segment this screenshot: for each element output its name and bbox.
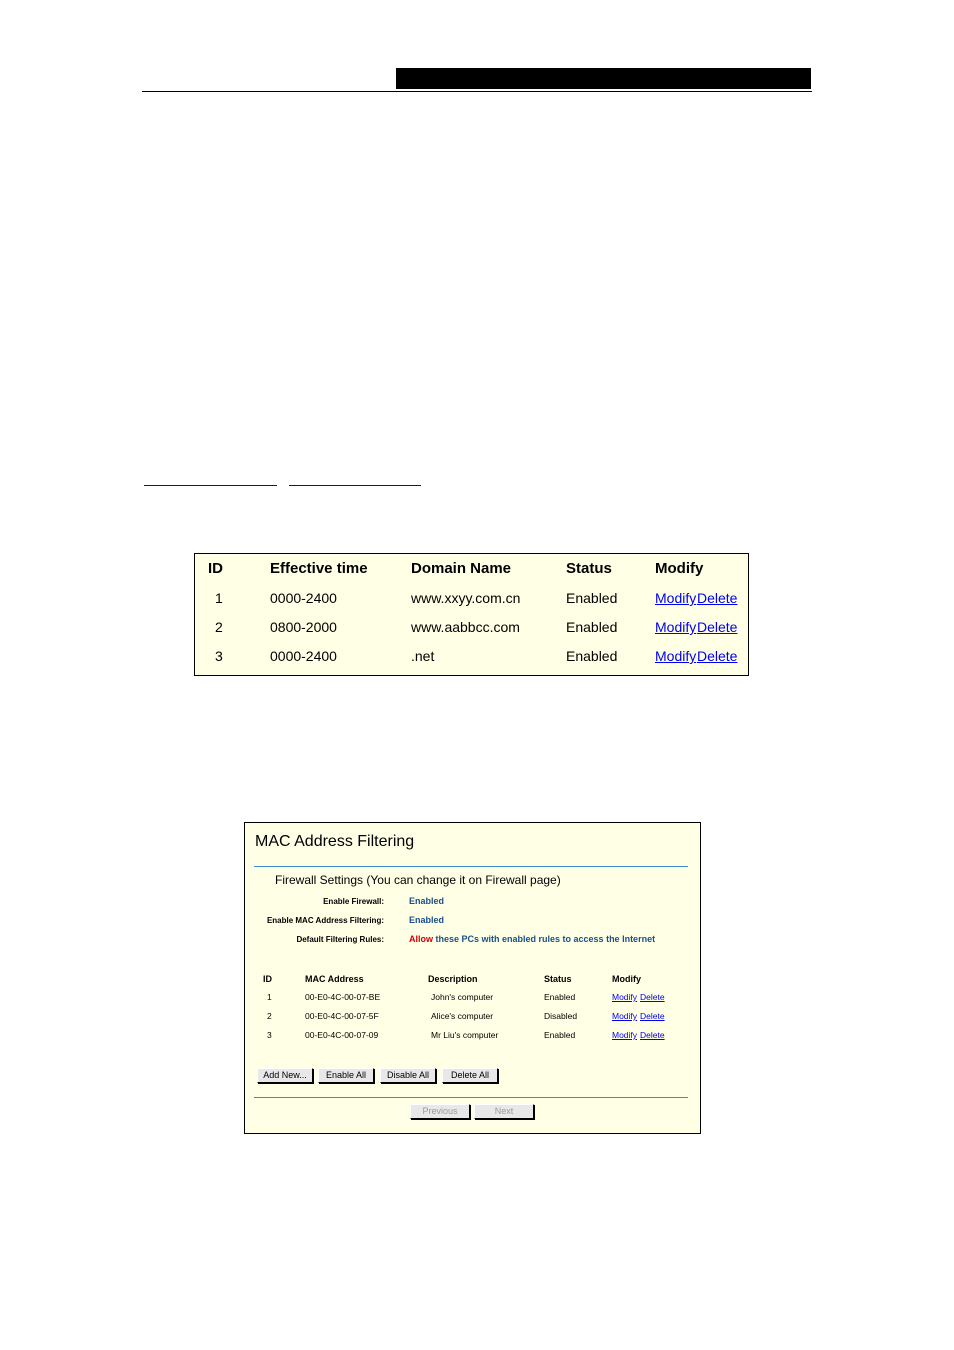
row-3-delete-link[interactable]: Delete: [697, 648, 738, 664]
mac-row-1-delete-link[interactable]: Delete: [640, 992, 665, 1002]
mac-row-2-id: 2: [267, 1011, 272, 1021]
link-underline-1[interactable]: [144, 485, 277, 486]
enable-mac-filtering-label: Enable MAC Address Filtering:: [266, 916, 384, 925]
mac-col-header-id: ID: [263, 974, 272, 984]
previous-button[interactable]: Previous: [410, 1104, 470, 1119]
enable-firewall-label: Enable Firewall:: [323, 897, 384, 906]
row-2-domain: www.aabbcc.com: [411, 619, 520, 635]
mac-col-header-description: Description: [428, 974, 478, 984]
firewall-settings-heading: Firewall Settings (You can change it on Firewall page): [275, 873, 561, 887]
mac-filtering-panel: [244, 822, 701, 1134]
page-title: MAC Address Filtering: [255, 833, 415, 850]
next-button[interactable]: Next: [474, 1104, 534, 1119]
title-divider: [254, 866, 688, 867]
mac-row-1-status: Enabled: [544, 992, 576, 1002]
mac-row-1-modify-link[interactable]: Modify: [612, 992, 638, 1002]
link-underline-2[interactable]: [289, 485, 421, 486]
col-header-effective-time: Effective time: [270, 560, 368, 577]
row-2-delete-link[interactable]: Delete: [697, 619, 738, 635]
mac-row-2-delete-link[interactable]: Delete: [640, 1011, 665, 1021]
row-1-domain: www.xxyy.com.cn: [411, 590, 521, 606]
row-1-time: 0000-2400: [270, 590, 337, 606]
row-3-id: 3: [215, 648, 223, 664]
mac-col-header-modify: Modify: [612, 974, 641, 984]
mac-col-header-status: Status: [544, 974, 572, 984]
col-header-id: ID: [208, 560, 223, 577]
col-header-domain-name: Domain Name: [411, 560, 512, 577]
header-bar: [396, 68, 811, 89]
mac-row-3-status: Enabled: [544, 1030, 576, 1040]
mac-row-2-description: Alice's computer: [431, 1011, 494, 1021]
mac-row-3-modify-link[interactable]: Modify: [612, 1030, 638, 1040]
enable-mac-filtering-value: Enabled: [409, 915, 445, 925]
disable-all-button[interactable]: Disable All: [380, 1068, 436, 1083]
mac-row-1-description: John's computer: [431, 992, 494, 1002]
mac-row-1-id: 1: [267, 992, 272, 1002]
header-rule: [142, 91, 812, 92]
mac-row-2-mac: 00-E0-4C-00-07-5F: [305, 1011, 379, 1021]
row-3-modify-link[interactable]: Modify: [655, 648, 697, 664]
add-new-button[interactable]: Add New...: [257, 1068, 313, 1083]
rule-description: these PCs with enabled rules to access the Internet: [433, 934, 656, 944]
delete-all-button[interactable]: Delete All: [442, 1068, 498, 1083]
mac-row-3-mac: 00-E0-4C-00-07-09: [305, 1030, 379, 1040]
row-3-status: Enabled: [566, 648, 618, 664]
row-3-time: 0000-2400: [270, 648, 337, 664]
footer-divider: [254, 1097, 688, 1098]
domain-filter-table: [194, 553, 749, 676]
row-1-delete-link[interactable]: Delete: [697, 590, 738, 606]
row-2-id: 2: [215, 619, 223, 635]
mac-col-header-mac: MAC Address: [305, 974, 364, 984]
enable-firewall-value: Enabled: [409, 896, 445, 906]
row-1-modify-link[interactable]: Modify: [655, 590, 697, 606]
row-2-modify-link[interactable]: Modify: [655, 619, 697, 635]
row-3-domain: .net: [411, 648, 435, 664]
mac-row-1-mac: 00-E0-4C-00-07-BE: [305, 992, 381, 1002]
allow-keyword: Allow: [409, 934, 433, 944]
mac-row-3-delete-link[interactable]: Delete: [640, 1030, 665, 1040]
col-header-modify: Modify: [655, 560, 704, 577]
col-header-status: Status: [566, 560, 612, 577]
mac-row-3-id: 3: [267, 1030, 272, 1040]
default-filtering-rules-value: [409, 934, 655, 944]
row-2-time: 0800-2000: [270, 619, 337, 635]
mac-row-2-modify-link[interactable]: Modify: [612, 1011, 638, 1021]
mac-row-2-status: Disabled: [544, 1011, 578, 1021]
row-2-status: Enabled: [566, 619, 618, 635]
mac-row-3-description: Mr Liu's computer: [431, 1030, 499, 1040]
row-1-status: Enabled: [566, 590, 618, 606]
default-filtering-rules-label: Default Filtering Rules:: [296, 935, 384, 944]
enable-all-button[interactable]: Enable All: [318, 1068, 374, 1083]
row-1-id: 1: [215, 590, 223, 606]
